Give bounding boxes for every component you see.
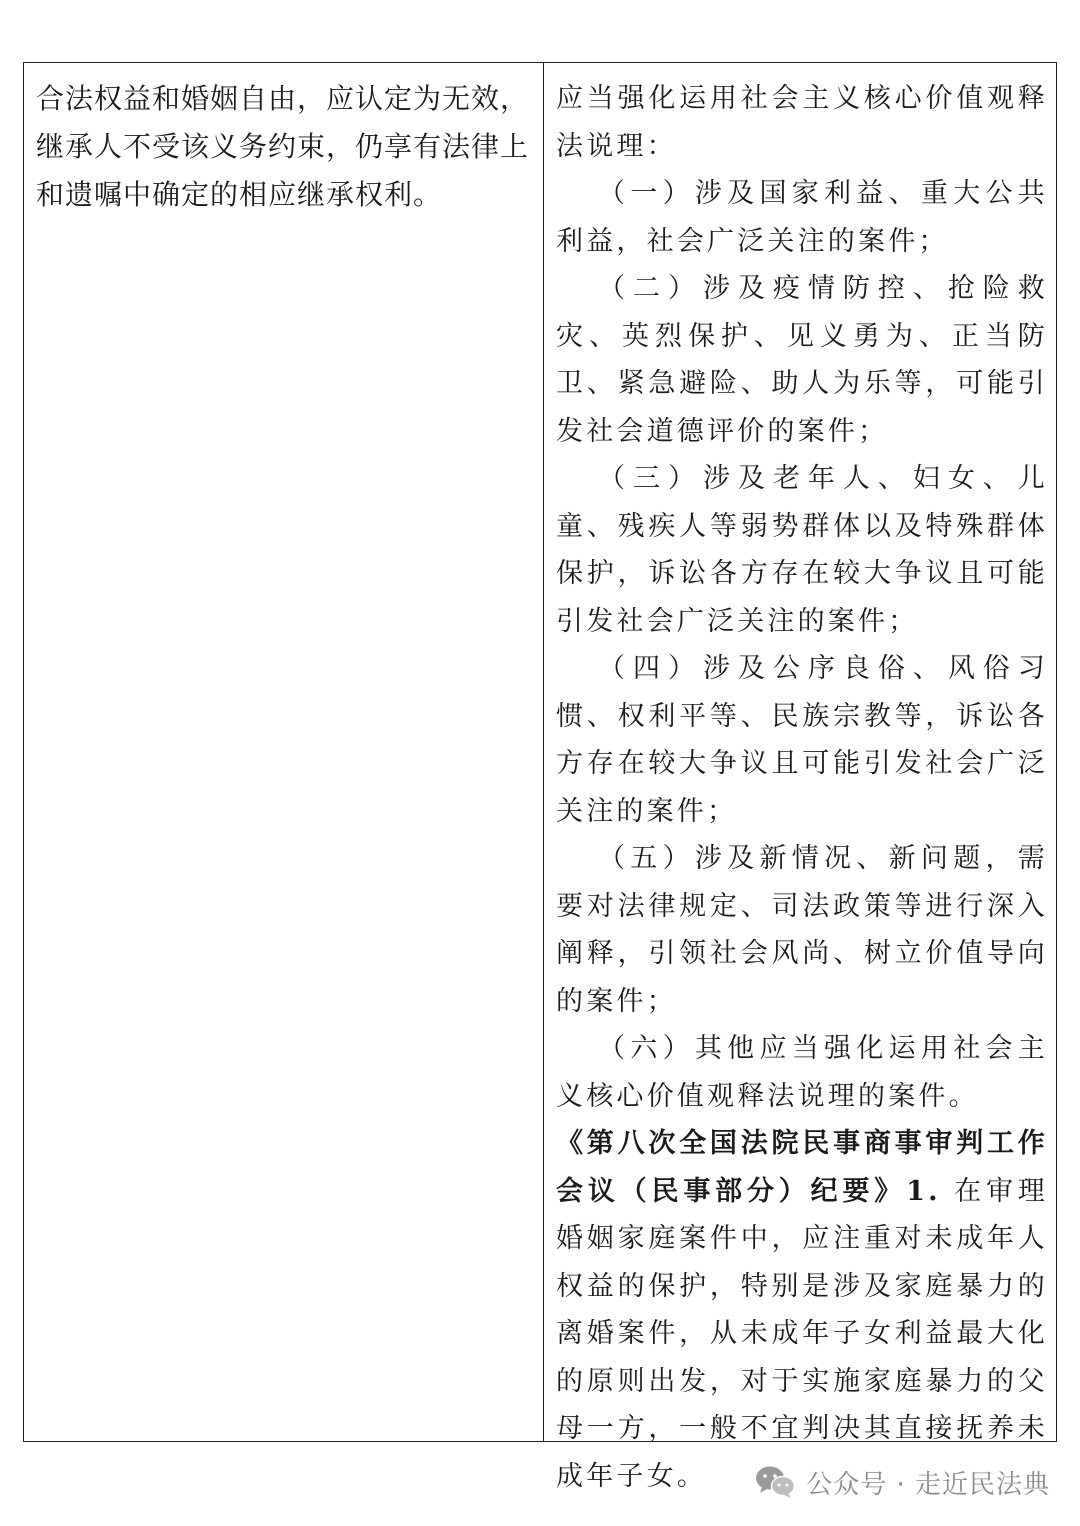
table-cell-left <box>24 63 544 1441</box>
watermark-footer <box>754 1462 1050 1502</box>
list-item: （三）涉及老年人、妇女、儿童、残疾人等弱势群体以及特殊群体保护，诉讼各方存在较大争议且可能引发社会广泛关注的案件； <box>556 463 1048 637</box>
source-body: 在审理婚姻家庭案件中，应注重对未成年人权益的保护，特别是涉及家庭暴力的离婚案件，从未成年子女利益最大化的原则出发，对于实施家庭暴力的父母一方，一般不宜判决其直接抚养未成年子女。 <box>556 1175 1048 1492</box>
source-paragraph <box>556 1120 1048 1500</box>
list-item: （四）涉及公序良俗、风俗习惯、权利平等、民族宗教等，诉讼各方存在较大争议且可能引发社会广泛关注的案件； <box>556 653 1048 827</box>
source-title: 《第八次全国法院民事商事审判工作会议（民事部分）纪要》1. <box>556 1128 1048 1207</box>
list-item: （一）涉及国家利益、重大公共利益，社会广泛关注的案件； <box>556 178 1048 257</box>
wechat-icon <box>754 1464 796 1500</box>
list-item: （二）涉及疫情防控、抢险救灾、英烈保护、见义勇为、正当防卫、紧急避险、助人为乐等，可能引发社会道德评价的案件； <box>556 273 1048 447</box>
footer-label: 公众号 · 走近民法典 <box>806 1469 1050 1500</box>
list-item: （六）其他应当强化运用社会主义核心价值观释法说理的案件。 <box>556 1033 1048 1112</box>
right-cell-intro: 应当强化运用社会主义核心价值观释法说理： <box>556 83 1048 162</box>
left-cell-text: 合法权益和婚姻自由，应认定为无效，继承人不受该义务约束，仍享有法律上和遗嘱中确定的相应继承权利。 <box>36 82 530 211</box>
list-item: （五）涉及新情况、新问题，需要对法律规定、司法政策等进行深入阐释，引领社会风尚、树立价值导向的案件； <box>556 843 1048 1017</box>
